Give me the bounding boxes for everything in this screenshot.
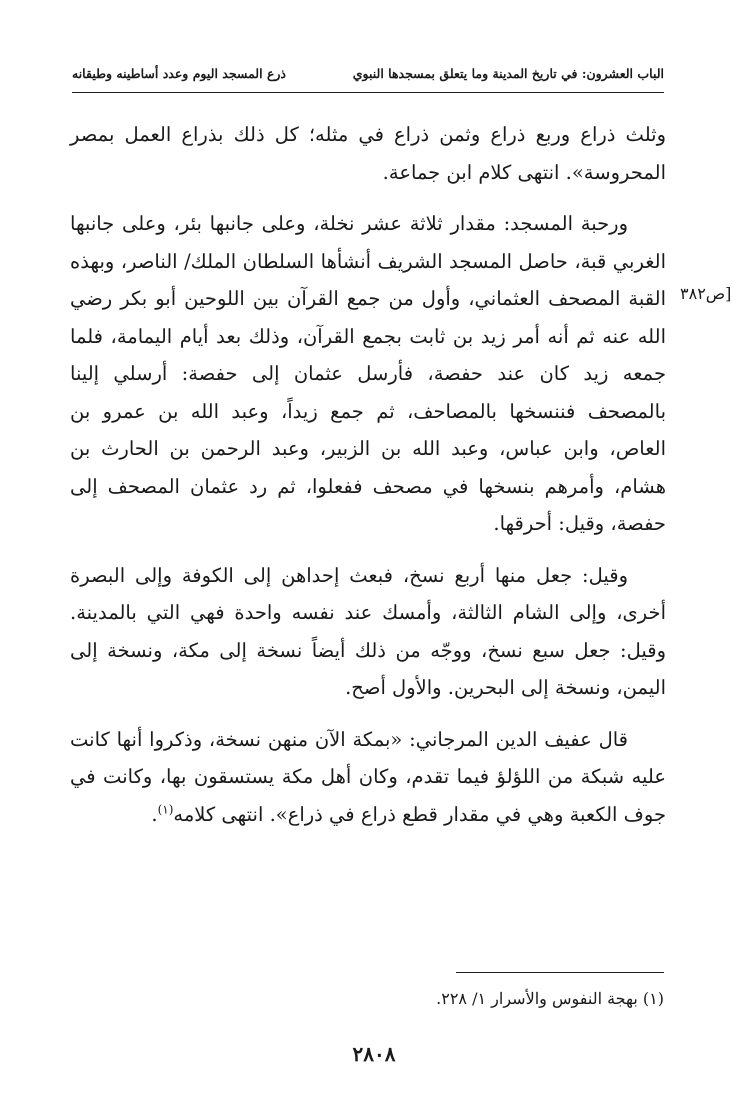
paragraph-4-text: قال عفيف الدين المرجاني: «بمكة الآن منهن نسخة، وذكروا أنها كانت عليه شبكة من اللؤلؤ فيما تقدم، وكان أهل مكة يستسقون بها، وكانت في جوف الكعبة وهي في مقدار قطع ذراع في ذراع». انتهى كلامه	[70, 727, 666, 826]
chapter-title: الباب العشرون: في تاريخ المدينة وما يتعلق بمسجدها النبوي	[352, 65, 664, 81]
page-number: ٢٨٠٨	[352, 1042, 396, 1066]
paragraph-3: وقيل: جعل منها أربع نسخ، فبعث إحداهن إلى الكوفة وإلى البصرة أخرى، وإلى الشام الثالثة، وأمسك عند نفسه واحدة فهي التي بالمدينة. وقيل: جعل سبع نسخ، ووجّه من ذلك أيضاً نسخة إلى مكة، ونسخة إلى اليمن، ونسخة إلى البحرين. والأول أصح.	[70, 563, 666, 699]
running-header	[72, 58, 664, 88]
paragraph-4: قال عفيف الدين المرجاني: «بمكة الآن منهن نسخة، وذكروا أنها كانت عليه شبكة من اللؤلؤ فيما تقدم، وكان أهل مكة يستسقون بها، وكانت في جوف الكعبة وهي في مقدار قطع ذراع في ذراع». انتهى كلامه$^{(١)}$.	[70, 727, 666, 826]
footnote: (١) بهجة النفوس والأسرار ١/ ٢٢٨.	[436, 989, 664, 1008]
paragraph-2: ورحبة المسجد: مقدار ثلاثة عشر نخلة، وعلى جانبها بئر، وعلى جانبها الغربي قبة، حاصل المسجد الشريف أنشأها السلطان الملك/ الناصر، وبهذه القبة المصحف العثماني، وأول من جمع القرآن بين اللوحين أبو بكر رضي الله عنه ثم أنه أمر زيد بن ثابت بجمع القرآن، وذلك بعد أيام اليمامة، فلما جمعه زيد كان عند حفصة، فأرسل عثمان إلى حفصة: أرسلي إلينا بالمصحف فننسخها بالمصاحف، ثم جمع زيداً، وعبد الله بن عمرو بن العاص، وابن عباس، وعبد الله بن الزبير، وعبد الرحمن بن الحارث بن هشام، وأمرهم بنسخها في مصحف ففعلوا، ثم رد عثمان المصحف إلى حفصة، وقيل: أحرقها.	[70, 212, 666, 535]
paragraph-1: وثلث ذراع وربع ذراع وثمن ذراع في مثله؛ كل ذلك بذراع العمل بمصر المحروسة». انتهى كلام ابن جماعة.	[70, 123, 666, 184]
footnote-rule	[456, 972, 664, 973]
section-title: ذرع المسجد اليوم وعدد أساطينه وطيقانه	[72, 65, 287, 81]
header-rule	[72, 92, 664, 93]
footnote-reference: (١)	[157, 802, 174, 816]
margin-page-marker: [ص٣٨٢	[680, 284, 732, 303]
body-text	[70, 116, 666, 847]
